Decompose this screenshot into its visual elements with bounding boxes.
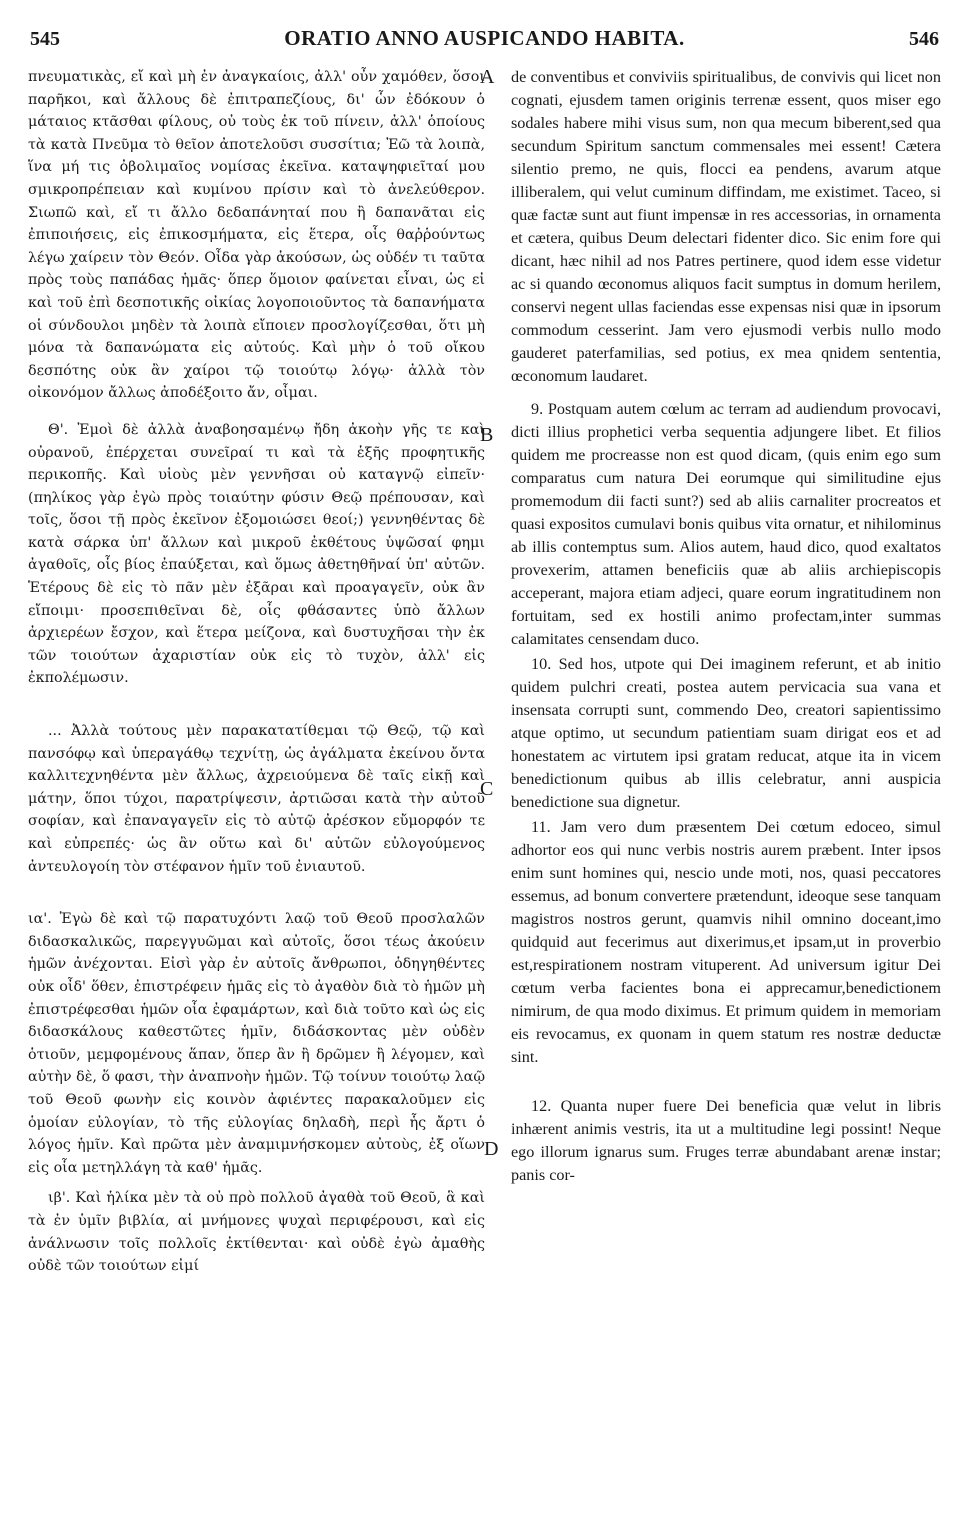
page-header	[30, 26, 939, 60]
margin-marker-a: A	[480, 66, 495, 88]
latin-paragraph: 12. Quanta nuper fuere Dei beneficia quæ velut in libris inhærent animis vestris, ita ut a multitudine legi possint! Neque ego illorum ignarus sum. Fruges terræ abundabant arenæ instar; panis cor-	[511, 1097, 941, 1184]
margin-marker-c: C	[480, 778, 494, 800]
running-title: ORATIO ANNO AUSPICANDO HABITA.	[284, 26, 685, 50]
margin-marker-b: B	[480, 424, 494, 446]
page-number-right: 546	[909, 28, 939, 50]
latin-paragraph: de conventibus et conviviis spiritualibus, de convivis qui licet non cognati, ejusdem tamen originis terrenæ essent, quos miser ego sodales habere mihi visus sum, non qua mecum biberent,sed qua secundum Spiritum sanctum commensales mei essent! Cætera silentio premo, ne quis, flocci ea pendens, avarum atque illiberalem, qui velut cuminum diffindam, me existimet. Taceo, si quæ factæ sunt aut fiunt impensæ in res accessorias, in ornamenta et cætera, quibus Deum delectari fidenter dico. Sic enim fore qui dicant, hæc nihil ad nos Patres pertinere, quod idem esse videtur ac si quando œconomus aliquos facit sumptus in domum herilem, conservi negent ullas faciendas esse expensas nisi quæ in ipsorum commodum cesserint. Jam vero ejusmodi verbis nullo modo gauderet paterfamilias, sed potius, ex mea qnidem sententia, œconomum laudaret.	[511, 68, 941, 385]
greek-paragraph: ια'. Ἐγὼ δὲ καὶ τῷ παρατυχόντι λαῷ τοῦ Θεοῦ προσλαλῶν διδασκαλικῶς, παρεγγυῶμαι καὶ αὐτοῖς, ὅσοι τέως ἀκούειν ἡμῶν ἀνέχονται. Εἰσὶ γὰρ ἐν αὐτοῖς ἄνθρωποι, ὁδηγηθέντες οὐκ οἶδ' ὅθεν, ἐπιστρέφειν ἡμᾶς εἰς τὸ ἀγαθὸν διὰ τὸ ἡμῶν μὴ ἐπιστρέφεσθαι ἡμῶν οἷα ἐφαμάρτων, καὶ διὰ τοῦτο καὶ ὡς εἰς διδασκάλους καθεστῶτες ἡμῖν, διδάσκοντας μὲν οὐδὲν ὁτιοῦν, μεμφομένους ἅπαν, ὅπερ ἂν ἢ δρῶμεν ἢ λέγομεν, καὶ αὐτὴν δὲ, ὅ φασι, τὴν ἀναπνοὴν ἡμῶν. Τῷ τοίνυν τοιούτῳ λαῷ τοῦ Θεοῦ φωνὴν εἰς κοινὸν ἀφιέντες παρακαλοῦμεν εἰς ὁμοίαν εὐλογίαν, τὸ τῆς εὐλογίας δηλαδὴ, περὶ ἧς ἄρτι ὁ λόγος ἡμῖν. Καὶ πρῶτα μὲν ἀναμιμνήσκομεν αὐτοὺς, ἐξ οἵων εἰς οἷα μετηλλάγη τὰ καθ' ἡμᾶς.	[28, 911, 485, 1176]
greek-column	[28, 66, 485, 1278]
greek-paragraph: ... Ἀλλὰ τούτους μὲν παρακατατίθεμαι τῷ Θεῷ, τῷ καὶ πανσόφῳ καὶ ὑπεραγάθῳ τεχνίτῃ, ὡς ἀγάλματα ἐκείνου ὄντα καλλιτεχνηθέντα μὲν ἄλλως, ἀχρειούμενα δὲ ταῖς εἰκῇ καὶ μάτην, ὅποι τύχοι, παρατρίψεσιν, ἀρτιῶσαι κατὰ τὴν αὐτοῦ σοφίαν, καὶ ἐπαναγαγεῖν εἰς τὸ αὐτῷ ἀρέσκον εὔμορφόν τε καὶ εὐπρεπές· ὡς ἂν οὕτω καὶ δι' αὐτῶν εὐλογούμενος ἀντευλογοίη τὸν στέφανον ἡμῖν τοῦ ἐνιαυτοῦ.	[28, 723, 485, 875]
greek-paragraph: ιβ'. Καὶ ἡλίκα μὲν τὰ οὐ πρὸ πολλοῦ ἀγαθὰ τοῦ Θεοῦ, ἃ καὶ τὰ ἐν ὑμῖν βιβλία, αἱ μνήμονες ψυχαὶ περιφέρουσι, καὶ εἰς ἀνάλνωσιν τοῖς πολλοῖς ἐκτίθενται· καὶ οὐδὲ ἐγὼ ἀμαθὴς οὐδὲ τῶν τοιούτων εἰμί	[28, 1190, 485, 1275]
latin-paragraph: 11. Jam vero dum præsentem Dei cœtum edoceo, simul adhortor eos qui nunc verbis nostris aurem præbent. Inter ipsos enim sunt homines qui, nescio unde moti, nos, quasi peccatores essemus, ad bonum convertere prætendunt, ideoque sese tanquam magistros nostros gerunt, quamvis nihil omnino doceant,imo quidquid aut fecerimus aut dixerimus,et ipsam,ut in proverbio est,respirationem nostram vituperent. Ad universum igitur Dei cœtum verba facientes bona ei apprecamur,benedictionem nimirum, de qua modo diximus. Et primum quidem in memoriam eis revocamus, ex quonam in quem statum res nostræ deductæ sint.	[511, 818, 941, 1066]
greek-paragraph: Θ'. Ἐμοὶ δὲ ἀλλὰ ἀναβοησαμένῳ ἤδη ἀκοὴν γῆς τε καὶ οὐρανοῦ, ἐπέρχεται συνεῖραί τι καὶ τὰ ἑξῆς προφητικῆς περικοπῆς. Καὶ υἱοὺς μὲν γεννῆσαι οὐ καταγνῷ εἰπεῖν· (πηλίκος γὰρ ἐγὼ πρὸς τοιαύτην φύσιν Θεῷ πρέπουσαν, καὶ τοῖς, ὅσοι τῇ πρὸς ἐκεῖνον ἐξομοιώσει θεοί;) γεννηθέντας δὲ κατὰ σάρκα ὑπ' ἄλλων καὶ μικροῦ ἐκθέτους ὑψῶσαί φημι ἀγαθοῖς, οἷς βίος ἐπαύξεται, καὶ ὅμως ἀθετηθῆναί ὑπ' αὐτῶν. Ἑτέρους δὲ εἰς τὸ πᾶν μὲν ἐξᾶραι καὶ προαγαγεῖν, οὐκ ἂν εἴποιμι· προσεπιθεῖναι δὲ, οἷς φθάσαντες ὑπὸ ἄλλων ἀρχιερέων ἔσχον, καὶ ἕτερα μείζονα, καὶ δυστυχῆσαι τὴν ἐκ τῶν τοιούτων ἀχαριστίαν οὐκ εἰς τὸ τυχὸν, ἀλλ' εἰς ἐκπολέμωσιν.	[28, 421, 485, 687]
latin-column	[511, 66, 941, 1187]
latin-paragraph: 9. Postquam autem cœlum ac terram ad audiendum provocavi, dicti illius prophetici verba sequentia adjungere libet. Et filios quidem me procreasse non est quod dicam, (quis enim ego sum comparatus cum natura Dei eorumque qui similitudine ejus promemodum dii facti sunt?) sed ab aliis carnaliter procreatos et quasi expositos cumulavi bonis quibus vita ornatur, et nihilominus ab illis contemptus sum. Alios autem, haud dico, quod exaltatos provexerim, attamen beneficiis quæ ab aliis archiepiscopis acceperant, majora etiam adjeci, quare eorum ingratitudinem non fortuitam, sed ex hostili animo profectam,inter summas calamitates censendam duco.	[511, 400, 941, 648]
latin-paragraph: 10. Sed hos, utpote qui Dei imaginem referunt, et ab initio quidem pulchri creati, postea autem pervicacia sua vana et insensata corrupti sunt, commendo Deo, creatori sapientissimo atque optimo, ut secundum patientiam suam dirigat eos et ad honestatem ac virtutem ipsi gratam reducat, atque ita in vicem benedictionum quibus ab illis celebratur, anni auspicia benedictione sua dignetur.	[511, 655, 941, 811]
greek-paragraph: πνευματικὰς, εἴ καὶ μὴ ἐν ἀναγκαίοις, ἀλλ' οὖν χαμόθεν, ὅσοι παρῆκοι, καὶ ἄλλους δὲ ἐπιτραπεζίους, δι' ὧν ἐδόκουν ὁ μάταιος κτᾶσθαι φίλους, οὐ τοὺς ἐκ τοῦ πίνειν, ἀλλ' ὁποίους τὰ κατὰ Πνεῦμα τὸ θεῖον ἀποτελοῦσι συσσίτια; Ἐῶ τὰ λοιπὰ, ἵνα μή τις ὀβολιμαῖος νομίσας ἐκεῖνα. καταψηφιεῖταί μου σμικροπρέπειαν καὶ κυμίνου πρίσιν καὶ τὸ ἀνελεύθερον. Σιωπῶ καὶ, εἴ τι ἄλλο δεδαπάνηταί που ἢ δαπανᾶται εἰς ἐπιποιήσεις, εἰς ἐπικοσμήματα, εἰς ἕτερα, οἷς θαῤῥούντως λέγω χαίρειν τὸν Θεόν. Οἶδα γὰρ ἀκούσων, ὡς οὐδέν τι ταῦτα πρὸς τοὺς παπάδας ἡμᾶς· ὅπερ ὅμοιον φαίνεται εἶναι, ὡς εἰ καὶ τοῦ ἐπὶ δεσποτικῆς οἰκίας λογοποιοῦντος τὰ δαπανήματα οἱ σύνδουλοι μηδὲν τὰ λοιπὰ εἴποιεν προσλογίζεσθαι, ὅτι μὴ μόνα τὰ δαπανώματα εἰς αὐτούς. Καὶ μὴν ὁ τοῦ οἴκου δεσπότης οὐκ ἂν χαίροι τῷ τοιούτῳ λόγῳ· ἀλλὰ τὸν οἰκονόμον ἄλλως ἀποδέξοιτο ἄν, οἶμαι.	[28, 69, 485, 402]
margin-marker-d: D	[484, 1138, 499, 1160]
page-number-left: 545	[30, 28, 60, 50]
